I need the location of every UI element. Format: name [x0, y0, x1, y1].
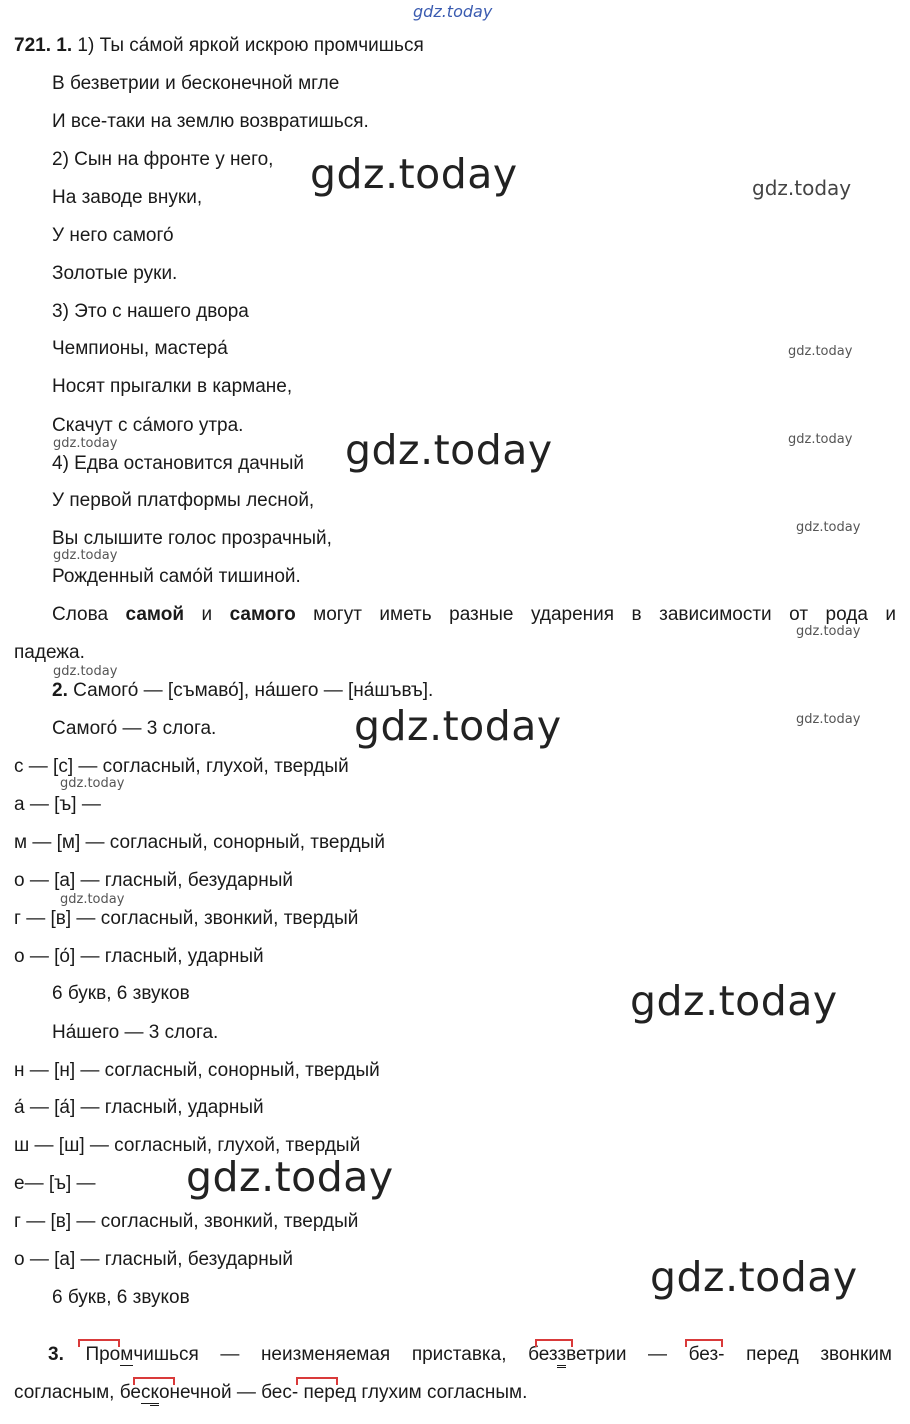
part-3-label: 3. [48, 1344, 64, 1365]
prefix-mark [78, 1339, 120, 1347]
poem-line: 3) Это с нашего двора [52, 301, 249, 322]
prefix-mark [133, 1377, 175, 1385]
conclusion-line-2: падежа. [14, 642, 85, 663]
conclusion-word-samoy: самой [125, 604, 185, 625]
double-underlined-letter: к [150, 1382, 159, 1406]
morpheme-text: ветрии — без- перед звонким [566, 1344, 892, 1365]
poem-line: У первой платформы лесной, [52, 490, 315, 511]
prefix-mark [685, 1339, 723, 1347]
poem-line: Скачут с са́мого утра. [52, 415, 244, 436]
letters-sounds-count: 6 букв, 6 звуков [52, 983, 190, 1004]
syllable-count: Самого́ — 3 слога. [52, 718, 217, 739]
watermark: gdz.today [53, 664, 118, 679]
task-number: 721. [14, 35, 51, 56]
poem-line: На заводе внуки, [52, 187, 203, 208]
watermark: gdz.today [630, 977, 838, 1025]
poem-line: Вы слышите голос прозрачный, [52, 528, 332, 549]
double-underlined-letter: з [557, 1344, 566, 1368]
sound-row: г — [в] — согласный, звонкий, твердый [14, 1211, 359, 1232]
sound-row: а́ — [а́] — гласный, ударный [14, 1097, 264, 1118]
sound-row: с — [с] — согласный, глухой, твердый [14, 756, 349, 777]
underlined-letter: с [140, 1382, 151, 1403]
watermark: gdz.today [186, 1153, 394, 1201]
sound-row: м — [м] — согласный, сонорный, твердый [14, 832, 385, 853]
underlined-letter: м [120, 1344, 134, 1365]
sound-row: о — [а] — гласный, безударный [14, 1249, 293, 1270]
sound-row: н — [н] — согласный, сонорный, твердый [14, 1060, 380, 1081]
sound-row: а — [ъ] — [14, 794, 101, 815]
watermark: gdz.today [310, 150, 518, 198]
syllable-count: На́шего — 3 слога. [52, 1022, 219, 1043]
letters-sounds-count: 6 букв, 6 звуков [52, 1287, 190, 1308]
conclusion-text: и [184, 604, 230, 625]
task-line-1 [14, 34, 424, 58]
morpheme-text: согласным, бе [14, 1382, 141, 1403]
conclusion-line-1 [52, 603, 896, 627]
poem-line: 4) Едва остановится дачный [52, 453, 305, 474]
watermark: gdz.today [752, 176, 852, 200]
part-1-label: 1. [56, 35, 73, 56]
watermark: gdz.today [60, 776, 125, 791]
watermark: gdz.today [796, 624, 861, 639]
poem-line: 1) Ты са́мой яркой искрою промчишься [77, 35, 424, 56]
sound-row: о — [о́] — гласный, ударный [14, 946, 264, 967]
watermark: gdz.today [60, 892, 125, 907]
conclusion-text: могут иметь разные ударения в зависимости от рода и [295, 604, 896, 625]
poem-line: Чемпионы, мастера́ [52, 338, 228, 359]
watermark: gdz.today [354, 702, 562, 750]
sound-row: о — [а] — гласный, безударный [14, 870, 293, 891]
watermark: gdz.today [796, 520, 861, 535]
watermark-top: gdz.today [413, 2, 493, 21]
poem-line: 2) Сын на фронте у него, [52, 149, 274, 170]
morpheme-text: Про [85, 1344, 121, 1365]
morpheme-text: онечной — бес- перед глухим согласным. [158, 1382, 528, 1403]
conclusion-text: Слова [52, 604, 126, 625]
watermark: gdz.today [345, 426, 553, 474]
part-3-line-1 [48, 1343, 892, 1367]
prefix-mark [535, 1339, 573, 1347]
watermark: gdz.today [796, 712, 861, 727]
poem-line: Рожденный само́й тишиной. [52, 566, 301, 587]
watermark: gdz.today [53, 436, 118, 451]
conclusion-word-samogo: самого [229, 604, 296, 625]
poem-line: Золотые руки. [52, 263, 178, 284]
morpheme-text: чишься — неизменяемая приставка, без [133, 1344, 558, 1365]
watermark: gdz.today [650, 1253, 858, 1301]
watermark: gdz.today [53, 548, 118, 563]
sound-row: ш — [ш] — согласный, глухой, твердый [14, 1135, 361, 1156]
poem-line: Носят прыгалки в кармане, [52, 376, 293, 397]
sound-row: г — [в] — согласный, звонкий, твердый [14, 908, 359, 929]
part-2-label: 2. [52, 680, 68, 701]
part-2-intro [52, 679, 433, 703]
transcription-line: Самого́ — [съмаво́], на́шего — [на́шъвъ]. [73, 680, 434, 701]
poem-line: И все-таки на землю возвратишься. [52, 111, 369, 132]
watermark: gdz.today [788, 344, 853, 359]
poem-line: У него самого́ [52, 225, 174, 246]
poem-line: В безветрии и бесконечной мгле [52, 73, 340, 94]
sound-row: е— [ъ] — [14, 1173, 96, 1194]
part-3-line-2 [14, 1381, 527, 1405]
watermark: gdz.today [788, 432, 853, 447]
prefix-mark [296, 1377, 338, 1385]
